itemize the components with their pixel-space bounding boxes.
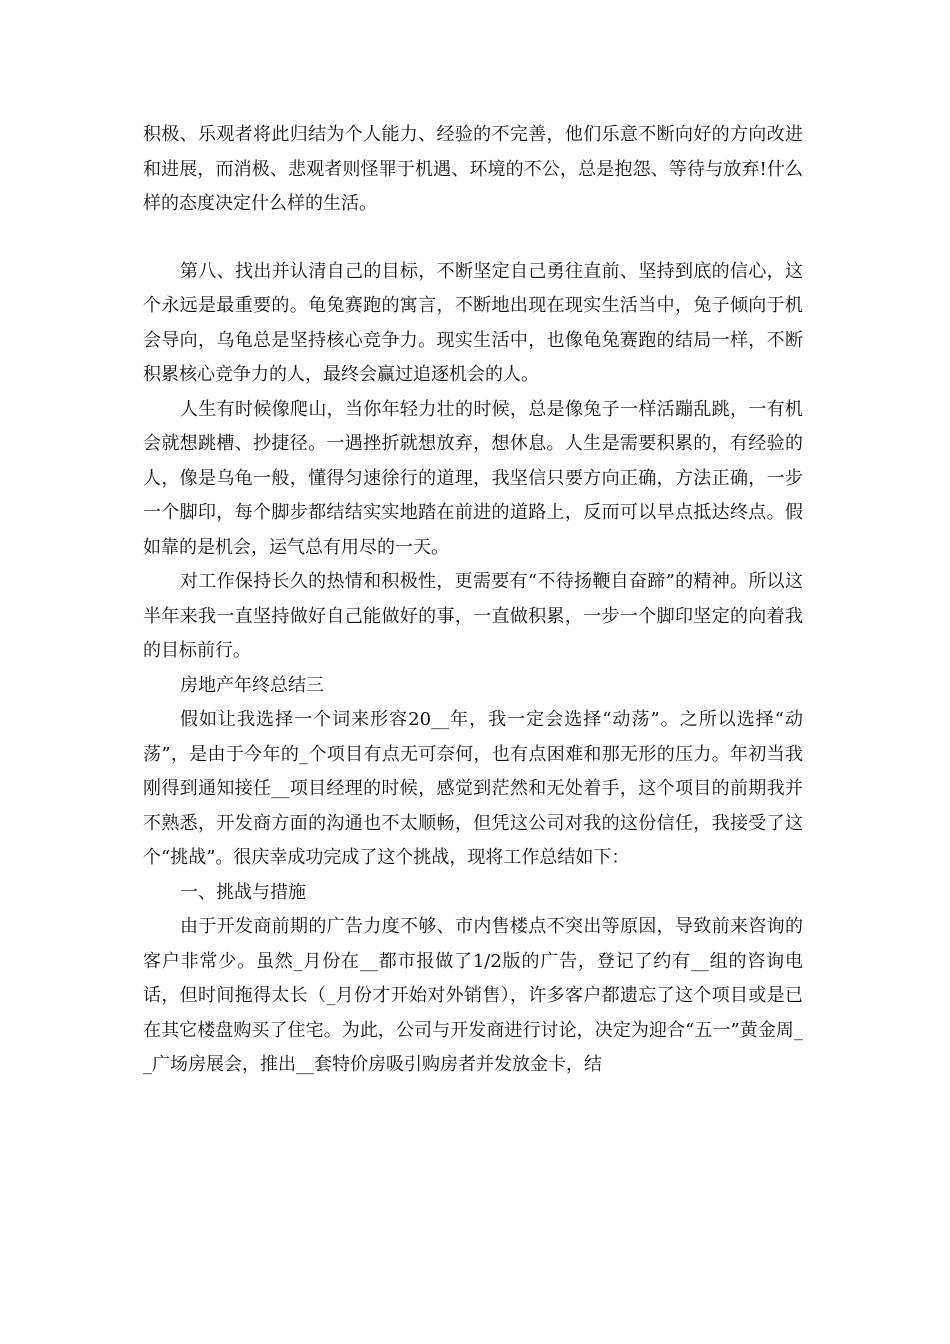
paragraph-goal: 第八、找出并认清自己的目标，不断坚定自己勇往直前、坚持到底的信心，这个永远是最重要的。龟兔赛跑的寓言，不断地出现在现实生活当中，兔子倾向于机会导向，乌龟总是坚持核心竞争力。现实生活中，也像龟兔赛跑的结局一样，不断积累核心竞争力的人，最终会赢过追逐机会的人。 — [143, 260, 803, 385]
document-page — [143, 118, 803, 1083]
paragraph-life-climbing: 人生有时候像爬山，当你年轻力壮的时候，总是像兔子一样活蹦乱跳，一有机会就想跳槽、抄捷径。一遇挫折就想放弃，想休息。人生是需要积累的，有经验的人，像是乌龟一般，懂得匀速徐行的道理，我坚信只要方向正确，方法正确，一步一个脚印，每个脚步都结结实实地踏在前进的道路上，反而可以早点抵达终点。假如靠的是机会，运气总有用尽的一天。 — [143, 398, 803, 558]
paragraph-advertising: 由于开发商前期的广告力度不够、市内售楼点不突出等原因，导致前来咨询的客户非常少。虽然_月份在__都市报做了1/2版的广告，登记了约有__组的咨询电话，但时间拖得太长（_月份才开始对外销售），许多客户都遗忘了这个项目或是已在其它楼盘购买了住宅。为此，公司与开发商进行讨论，决定为迎合“五一”黄金周__广场房展会，推出__套特价房吸引购房者并发放金卡，结 — [143, 916, 803, 1075]
paragraph-turbulence: 假如让我选择一个词来形容20__年，我一定会选择“动荡”。之所以选择“动荡”，是由于今年的_个项目有点无可奈何，也有点困难和那无形的压力。年初当我刚得到通知接任__项目经理的时候，感觉到茫然和无处着手，这个项目的前期我并不熟悉，开发商方面的沟通也不太顺畅，但凭这公司对我的这份信任，我接受了这个“挑战”。很庆幸成功完成了这个挑战，现将工作总结如下： — [143, 709, 803, 868]
paragraph-work-enthusiasm: 对工作保持长久的热情和积极性，更需要有“不待扬鞭自奋蹄”的精神。所以这半年来我一直坚持做好自己能做好的事，一直做积累，一步一个脚印坚定的向着我的目标前行。 — [143, 571, 803, 661]
paragraph-attitude: 积极、乐观者将此归结为个人能力、经验的不完善，他们乐意不断向好的方向改进和进展，而消极、悲观者则怪罪于机遇、环境的不公，总是抱怨、等待与放弃!什么样的态度决定什么样的生活。 — [143, 124, 803, 214]
section-heading-challenges: 一、挑战与措施 — [180, 881, 306, 903]
section-heading-summary-three: 房地产年终总结三 — [180, 674, 324, 696]
